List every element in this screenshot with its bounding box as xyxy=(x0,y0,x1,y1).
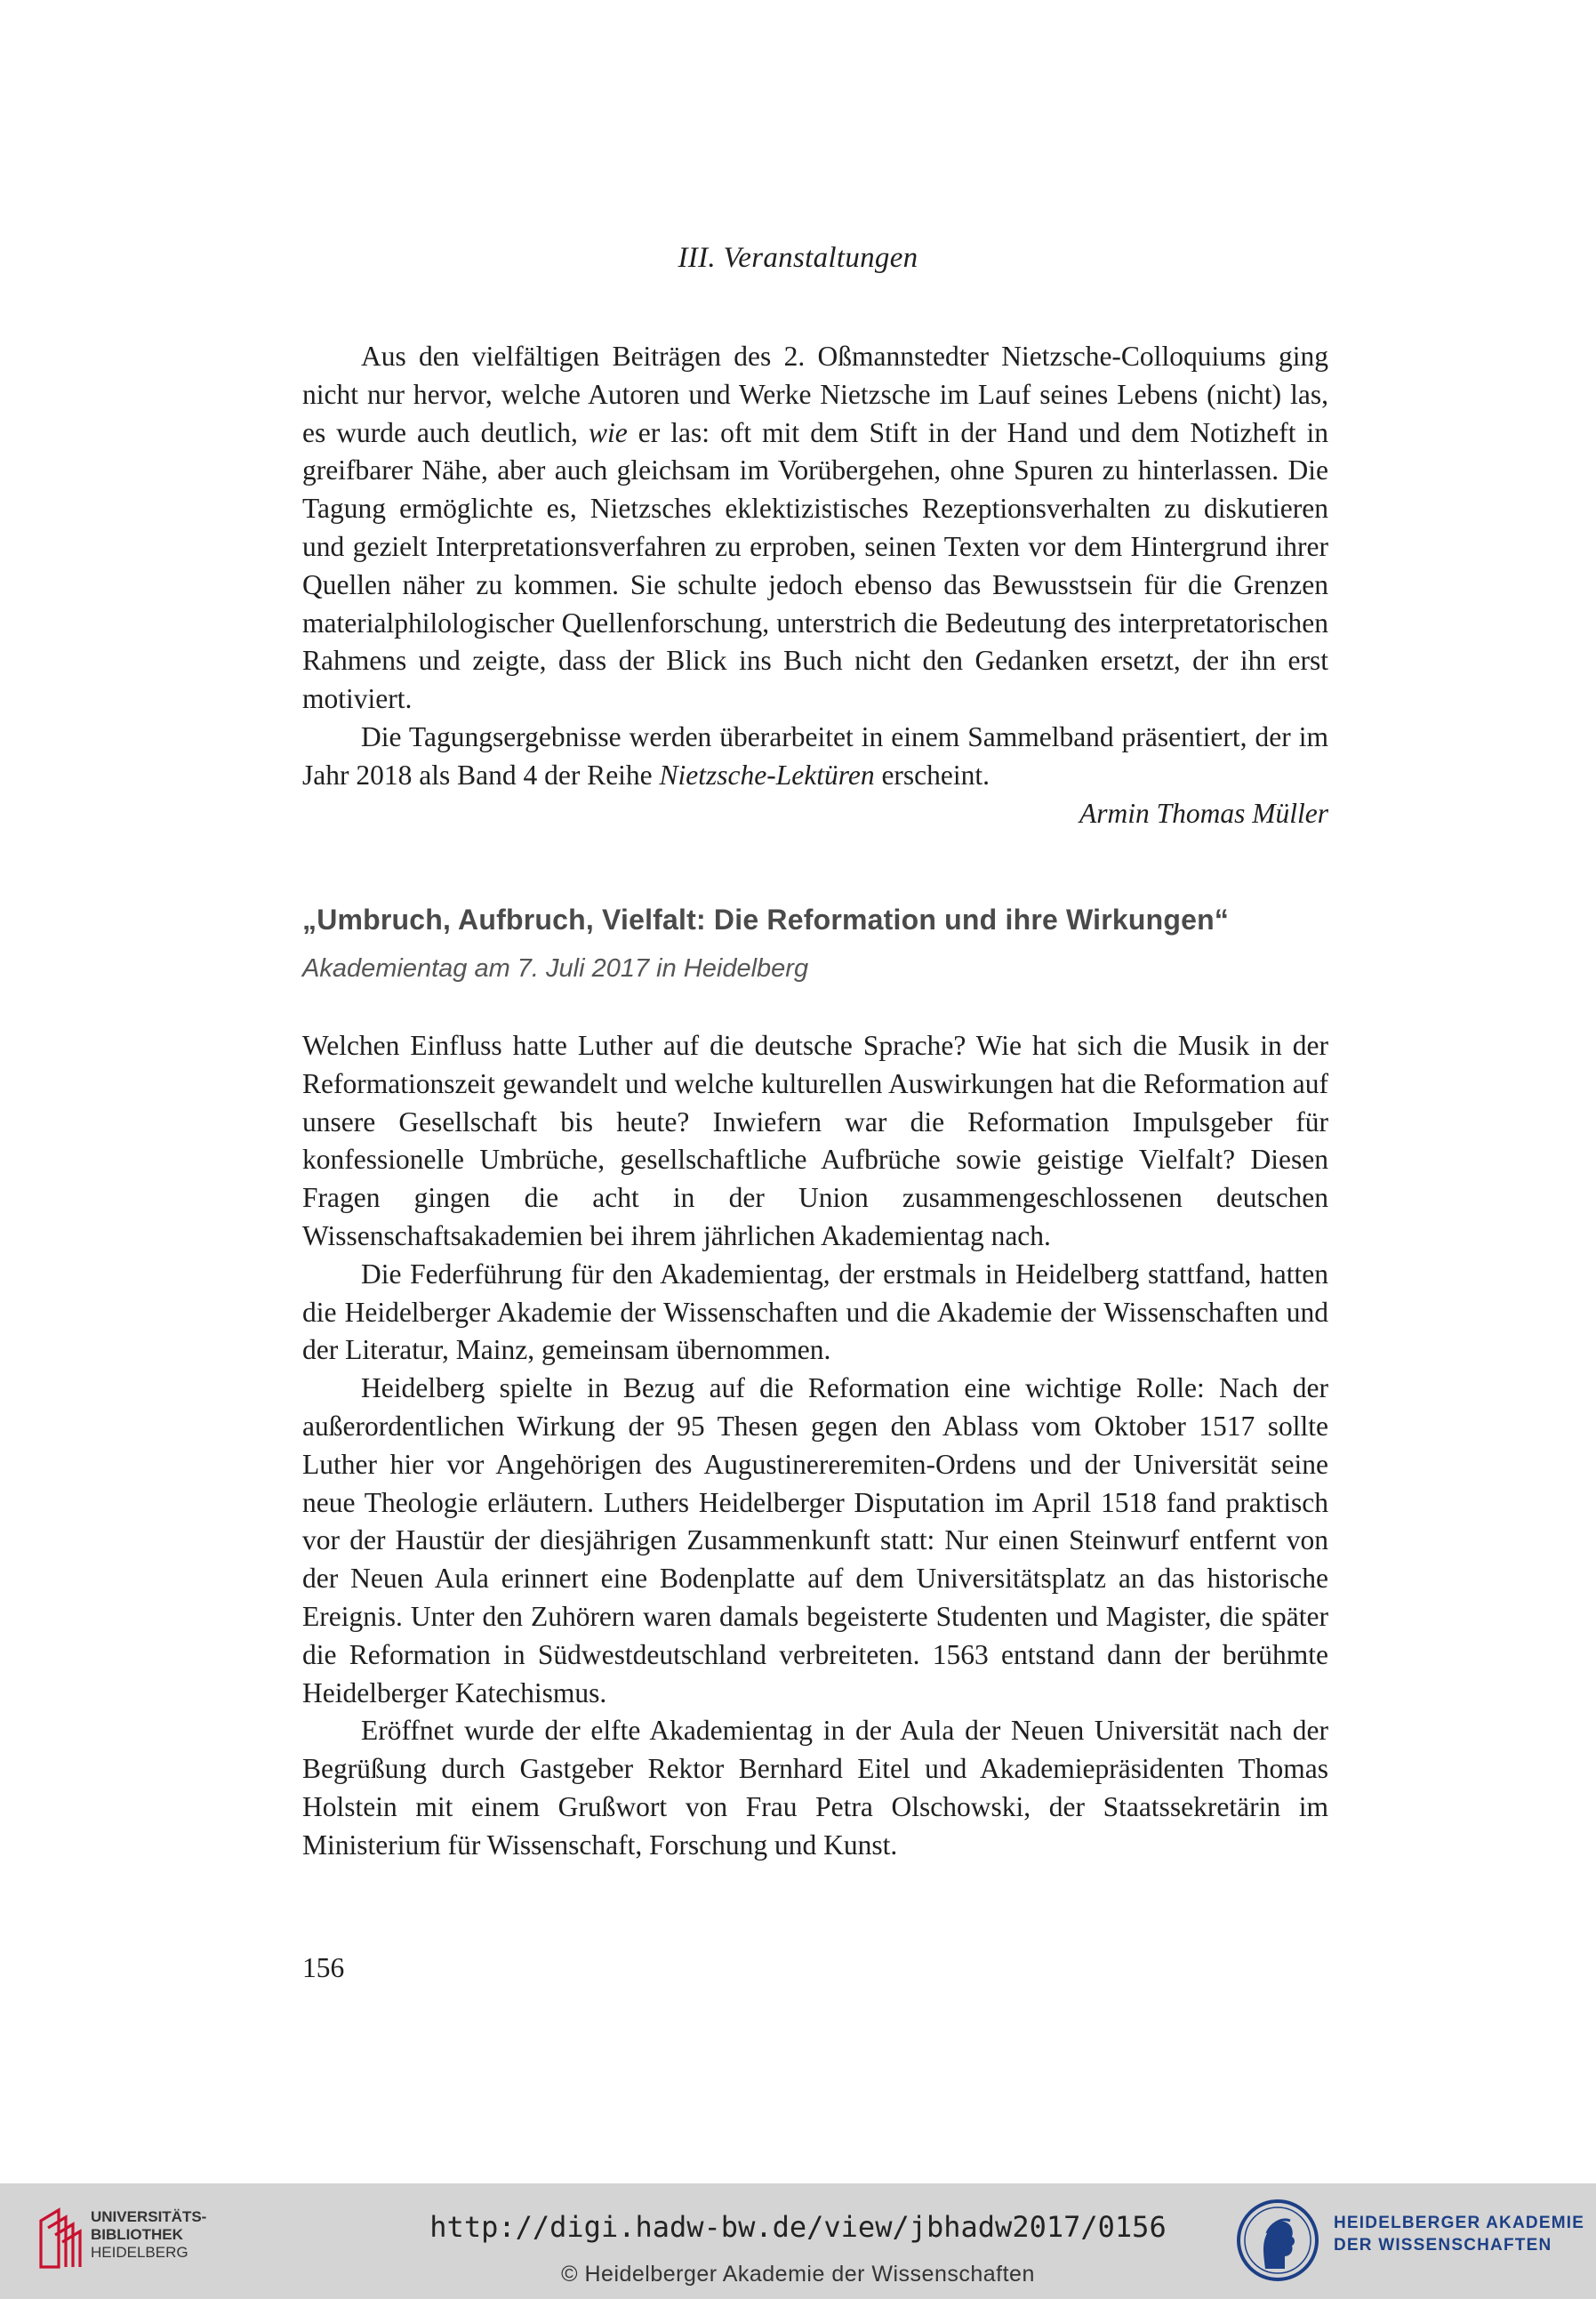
author-signature: Armin Thomas Müller xyxy=(1079,797,1328,829)
paragraph: Heidelberg spielte in Bezug auf die Reformation eine wichtige Rolle: Nach der außerordentlichen Wirkung der 95 Thesen gegen den Ablass vom Oktober 1517 sollte Luther hier vor Angehörigen des Augustinereremiten-Ordens und der Universität seine neue Theologie erläutern. Luthers Heidelberger Disputation im April 1518 fand praktisch vor der Haustür der diesjährigen Zusammenkunft statt: Nur einen Steinwurf entfernt von der Neuen Aula erinnert eine Bodenplatte auf dem Universitätsplatz an das historische Ereignis. Unter den Zuhörern waren damals begeisterte Studenten und Magister, die später die Reformation in Südwestdeutschland verbreiteten. 1563 entstand dann der berühmte Heidelberger Katechismus. xyxy=(302,1372,1328,1708)
article-nietzsche-colloquium xyxy=(302,338,1328,832)
paragraph: Die Federführung für den Akademientag, der erstmals in Heidelberg stattfand, hatten die Heidelberger Akademie der Wissenschaften und die Akademie der Wissenschaften und der Literatur, Mainz, gemeinsam übernommen. xyxy=(302,1258,1328,1366)
section-title: „Umbruch, Aufbruch, Vielfalt: Die Reformation und ihre Wirkungen“ xyxy=(302,904,1230,936)
paragraph: Die Tagungsergebnisse werden überarbeitet in einem Sammelband präsentiert, der im Jahr 2018 als Band 4 der Reihe Nietzsche-Lektüren erscheint. xyxy=(302,720,1328,791)
hadw-logo-text: HEIDELBERGER AKADEMIE DER WISSENSCHAFTEN xyxy=(1334,2214,1585,2255)
copyright-notice: © Heidelberger Akademie der Wissenschaften xyxy=(561,2262,1035,2287)
series-title: Nietzsche-Lektüren xyxy=(659,759,875,791)
section-subtitle: Akademientag am 7. Juli 2017 in Heidelberg xyxy=(302,954,809,983)
footer-bar xyxy=(0,2183,1596,2299)
paragraph: Aus den vielfältigen Beiträgen des 2. Oßmannstedter Nietzsche-Colloquiums ging nicht nur hervor, welche Autoren und Werke Nietzsche im Lauf seines Lebens (nicht) las, es wurde auch deutlich, wie er las: oft mit dem Stift in der Hand und dem Notizheft in greifbarer Nähe, aber auch gleichsam im Vorübergehen, ohne Spuren zu hinterlassen. Die Tagung ermöglichte es, Nietzsches eklektizistisches Rezeptionsverhalten zu diskutieren und gezielt Interpretationsverfahren zu erproben, seinen Texten vor dem Hintergrund ihrer Quellen näher zu kommen. Sie schulte jedoch ebenso das Bewusstsein für die Grenzen materialphilologischer Quellenforschung, unterstrich die Bedeutung des interpretatorischen Rahmens und zeigte, dass der Blick ins Buch nicht den Gedanken ersetzt, der ihn erst motiviert. xyxy=(302,341,1329,715)
article-akademientag xyxy=(302,1027,1328,1865)
hadw-seal-icon xyxy=(1231,2192,1329,2290)
paragraph: Welchen Einfluss hatte Luther auf die deutsche Sprache? Wie hat sich die Musik in der Reformationszeit gewandelt und welche kulturellen Auswirkungen hat die Reformation auf unsere Gesellschaft bis heute? Inwiefern war die Reformation Impulsgeber für konfessionelle Umbrüche, gesellschaftliche Aufbrüche sowie geistige Vielfalt? Diesen Fragen gingen die acht in der Union zusammengeschlossenen deutschen Wissenschaftsakademien bei ihrem jährlichen Akademientag nach. xyxy=(302,1030,1328,1251)
hadw-logo[interactable] xyxy=(1231,2192,1587,2290)
paragraph: Eröffnet wurde der elfte Akademientag in der Aula der Neuen Universität nach der Begrüßung durch Gastgeber Rektor Bernhard Eitel und Akademiepräsidenten Thomas Holstein mit einem Grußwort von Frau Petra Olschowski, der Staatssekretärin im Ministerium für Wissenschaft, Forschung und Kunst. xyxy=(302,1715,1328,1861)
page-number: 156 xyxy=(302,1952,345,1983)
permalink-url[interactable]: http://digi.hadw-bw.de/view/jbhadw2017/0156 xyxy=(429,2210,1167,2244)
emphasis: wie xyxy=(588,416,628,448)
ub-logo-text: UNIVERSITÄTS- BIBLIOTHEK HEIDELBERG xyxy=(91,2208,207,2261)
running-header: III. Veranstaltungen xyxy=(678,242,918,274)
